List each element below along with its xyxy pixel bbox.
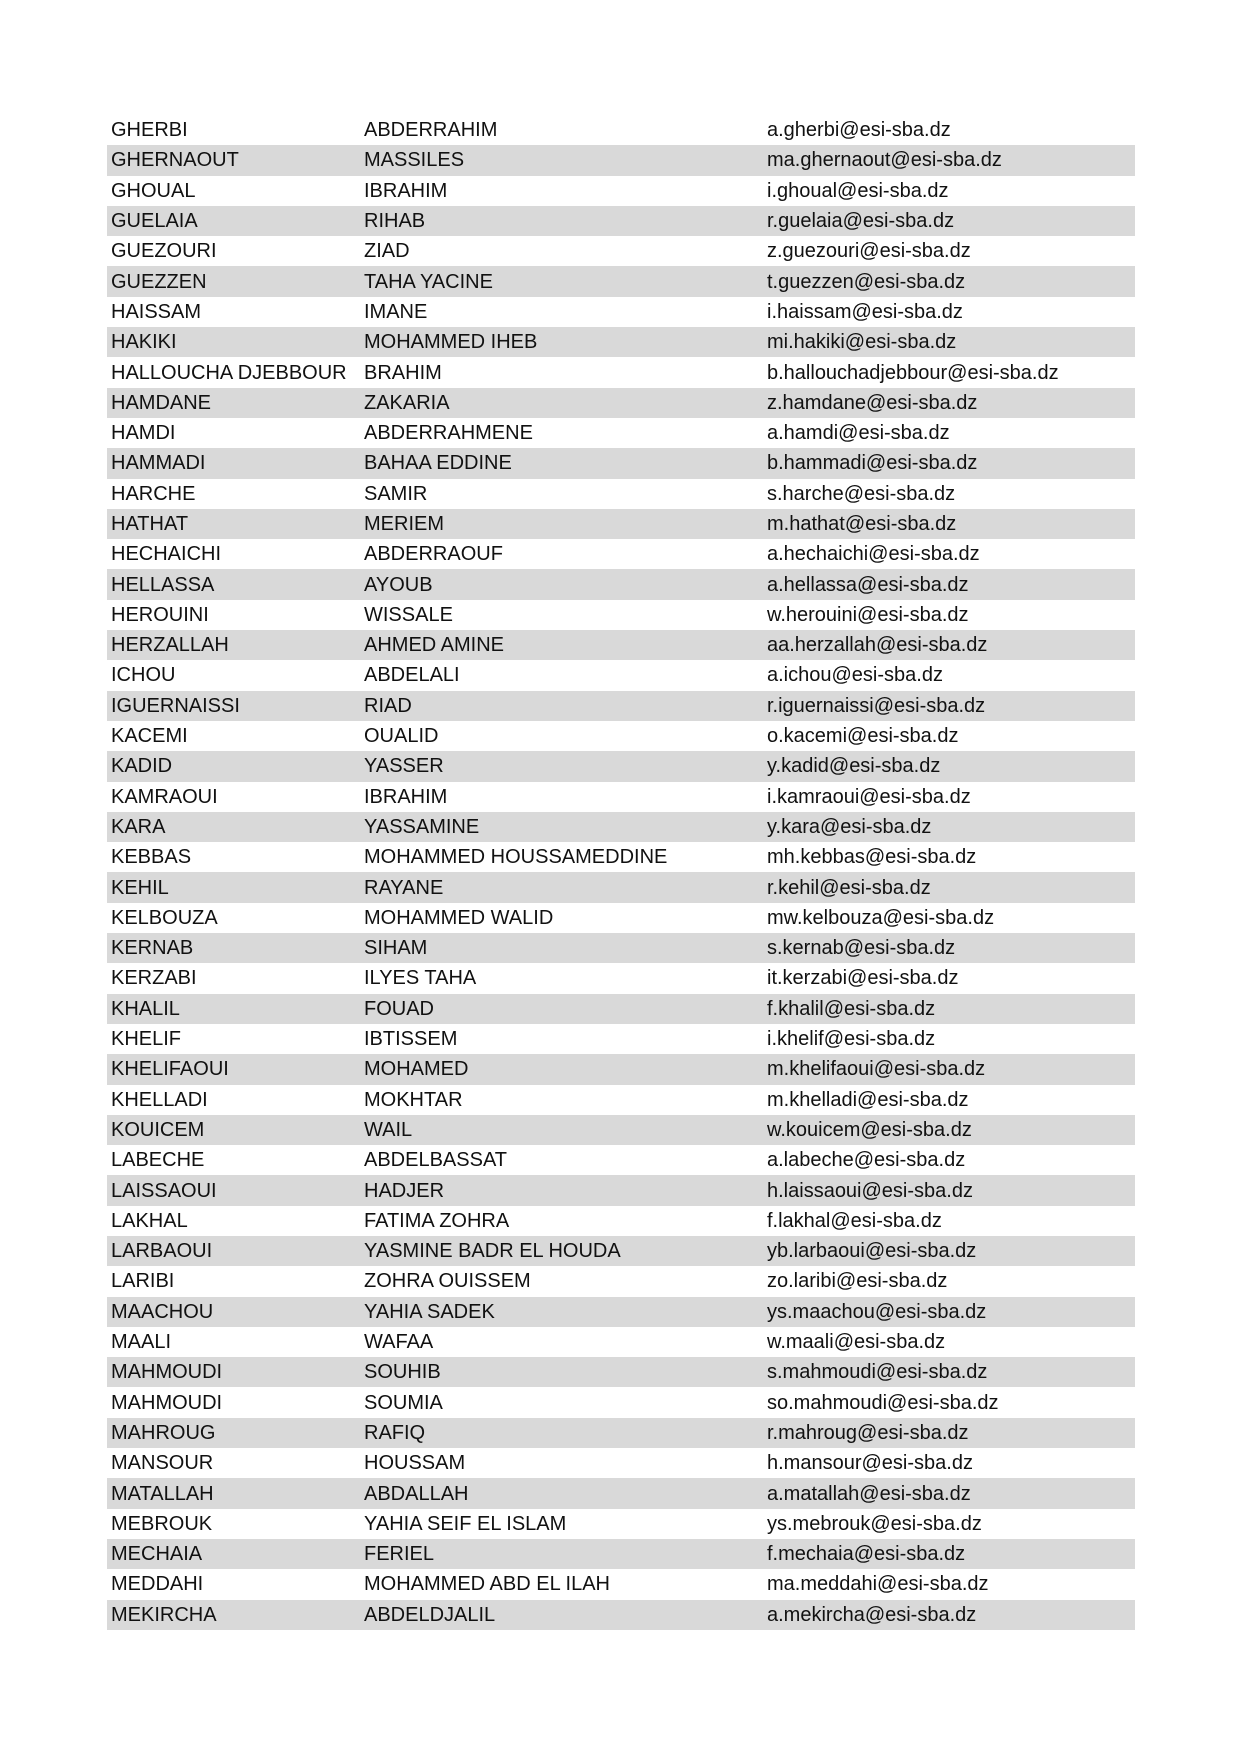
email-cell: ma.meddahi@esi-sba.dz bbox=[767, 1573, 989, 1596]
last-name-cell: HAKIKI bbox=[111, 331, 177, 354]
first-name-cell: IMANE bbox=[364, 300, 428, 323]
email-cell: i.ghoual@esi-sba.dz bbox=[767, 179, 949, 202]
email-cell: m.khelifaoui@esi-sba.dz bbox=[767, 1058, 986, 1081]
first-name-cell: TAHA YACINE bbox=[364, 270, 493, 293]
email-cell: i.kamraoui@esi-sba.dz bbox=[767, 785, 971, 808]
table-row bbox=[107, 994, 1135, 1024]
first-name-cell: MERIEM bbox=[364, 513, 444, 535]
first-name-cell: WAFAA bbox=[364, 1331, 434, 1354]
last-name-cell: MECHAIA bbox=[111, 1543, 203, 1566]
last-name-cell: GUELAIA bbox=[111, 210, 198, 233]
last-name-cell: HALLOUCHA DJEBBOUR bbox=[111, 361, 347, 384]
last-name-cell: KHELIF bbox=[111, 1028, 182, 1051]
last-name-cell: KELBOUZA bbox=[111, 906, 218, 929]
first-name-cell: AHMED AMINE bbox=[364, 634, 505, 657]
last-name-cell: GUEZZEN bbox=[111, 270, 207, 293]
last-name-cell: HERZALLAH bbox=[111, 634, 229, 657]
first-name-cell: SIHAM bbox=[364, 937, 428, 960]
email-cell: a.hechaichi@esi-sba.dz bbox=[767, 543, 980, 566]
first-name-cell: BRAHIM bbox=[364, 361, 442, 384]
email-cell: w.maali@esi-sba.dz bbox=[767, 1331, 946, 1354]
first-name-cell: ABDELBASSAT bbox=[364, 1149, 508, 1172]
email-cell: mi.hakiki@esi-sba.dz bbox=[767, 331, 957, 354]
last-name-cell: GHOUAL bbox=[111, 179, 196, 202]
first-name-cell: FATIMA ZOHRA bbox=[364, 1209, 510, 1232]
last-name-cell: KACEMI bbox=[111, 725, 188, 748]
email-cell: aa.herzallah@esi-sba.dz bbox=[767, 634, 988, 657]
email-cell: r.iguernaissi@esi-sba.dz bbox=[767, 694, 986, 717]
table-row bbox=[107, 297, 1135, 327]
table-row bbox=[107, 1357, 1135, 1387]
last-name-cell: KHELIFAOUI bbox=[111, 1058, 229, 1081]
first-name-cell: YAHIA SEIF EL ISLAM bbox=[364, 1512, 567, 1535]
table-row bbox=[107, 1600, 1135, 1630]
first-name-cell: YASSER bbox=[364, 755, 444, 778]
first-name-cell: ABDELDJALIL bbox=[364, 1603, 496, 1626]
last-name-cell: HARCHE bbox=[111, 482, 196, 505]
first-name-cell: ABDALLAH bbox=[364, 1482, 469, 1505]
table-row bbox=[107, 266, 1135, 296]
first-name-cell: WISSALE bbox=[364, 603, 453, 626]
email-cell: o.kacemi@esi-sba.dz bbox=[767, 725, 959, 748]
table-row bbox=[107, 933, 1135, 963]
last-name-cell: LARBAOUI bbox=[111, 1240, 213, 1263]
last-name-cell: KARA bbox=[111, 815, 166, 838]
first-name-cell: ABDELALI bbox=[364, 664, 460, 687]
last-name-cell: KEHIL bbox=[111, 876, 169, 899]
email-cell: ma.ghernaout@esi-sba.dz bbox=[767, 149, 1002, 172]
email-cell: y.kara@esi-sba.dz bbox=[767, 815, 932, 838]
last-name-cell: GUEZOURI bbox=[111, 240, 217, 263]
table-row bbox=[107, 600, 1135, 630]
last-name-cell: KERNAB bbox=[111, 937, 194, 960]
table-row bbox=[107, 1327, 1135, 1357]
table-row bbox=[107, 872, 1135, 902]
last-name-cell: MANSOUR bbox=[111, 1452, 214, 1475]
email-cell: a.mekircha@esi-sba.dz bbox=[767, 1603, 977, 1626]
email-cell: a.gherbi@esi-sba.dz bbox=[767, 119, 951, 142]
email-cell: h.mansour@esi-sba.dz bbox=[767, 1452, 973, 1475]
first-name-cell: FOUAD bbox=[364, 997, 434, 1020]
first-name-cell: ZAKARIA bbox=[364, 391, 450, 414]
last-name-cell: MAACHOU bbox=[111, 1300, 214, 1323]
table-row bbox=[107, 418, 1135, 448]
last-name-cell: LABECHE bbox=[111, 1149, 205, 1172]
last-name-cell: MEDDAHI bbox=[111, 1573, 204, 1596]
first-name-cell: ABDERRAHIM bbox=[364, 119, 498, 142]
first-name-cell: MASSILES bbox=[364, 149, 465, 172]
table-row bbox=[107, 479, 1135, 509]
email-cell: i.haissam@esi-sba.dz bbox=[767, 300, 963, 323]
first-name-cell: OUALID bbox=[364, 725, 439, 748]
first-name-cell: IBRAHIM bbox=[364, 179, 448, 202]
last-name-cell: MAHMOUDI bbox=[111, 1391, 223, 1414]
email-cell: s.kernab@esi-sba.dz bbox=[767, 937, 956, 960]
table-row bbox=[107, 1085, 1135, 1115]
email-cell: zo.laribi@esi-sba.dz bbox=[767, 1270, 948, 1293]
first-name-cell: ABDERRAHMENE bbox=[364, 422, 533, 445]
last-name-cell: KERZABI bbox=[111, 967, 197, 990]
table-row bbox=[107, 1418, 1135, 1448]
last-name-cell: LARIBI bbox=[111, 1270, 175, 1293]
first-name-cell: HADJER bbox=[364, 1179, 445, 1202]
table-row bbox=[107, 1145, 1135, 1175]
table-row bbox=[107, 1387, 1135, 1417]
first-name-cell: SAMIR bbox=[364, 482, 428, 505]
table-row bbox=[107, 448, 1135, 478]
email-cell: z.hamdane@esi-sba.dz bbox=[767, 391, 978, 414]
last-name-cell: HAMMADI bbox=[111, 452, 206, 475]
table-row bbox=[107, 327, 1135, 357]
first-name-cell: YAHIA SADEK bbox=[364, 1300, 495, 1323]
first-name-cell: RIHAB bbox=[364, 210, 426, 233]
table-row bbox=[107, 812, 1135, 842]
student-list-table bbox=[107, 115, 1135, 1630]
first-name-cell: RIAD bbox=[364, 694, 412, 717]
first-name-cell: YASMINE BADR EL HOUDA bbox=[364, 1240, 621, 1263]
table-row bbox=[107, 630, 1135, 660]
email-cell: f.mechaia@esi-sba.dz bbox=[767, 1543, 966, 1566]
email-cell: h.laissaoui@esi-sba.dz bbox=[767, 1179, 973, 1202]
table-row bbox=[107, 1054, 1135, 1084]
last-name-cell: LAISSAOUI bbox=[111, 1179, 217, 1202]
last-name-cell: KOUICEM bbox=[111, 1118, 205, 1141]
email-cell: mw.kelbouza@esi-sba.dz bbox=[767, 906, 995, 929]
table-row bbox=[107, 509, 1135, 539]
last-name-cell: IGUERNAISSI bbox=[111, 694, 240, 717]
table-row bbox=[107, 206, 1135, 236]
table-row bbox=[107, 357, 1135, 387]
last-name-cell: MAHMOUDI bbox=[111, 1361, 223, 1384]
last-name-cell: KAMRAOUI bbox=[111, 785, 218, 808]
first-name-cell: MOHAMMED HOUSSAMEDDINE bbox=[364, 846, 668, 869]
last-name-cell: HATHAT bbox=[111, 513, 189, 535]
first-name-cell: YASSAMINE bbox=[364, 815, 480, 838]
email-cell: b.hallouchadjebbour@esi-sba.dz bbox=[767, 361, 1059, 384]
table-row bbox=[107, 721, 1135, 751]
table-row bbox=[107, 1266, 1135, 1296]
first-name-cell: ZOHRA OUISSEM bbox=[364, 1270, 531, 1293]
email-cell: m.khelladi@esi-sba.dz bbox=[767, 1088, 969, 1111]
email-cell: i.khelif@esi-sba.dz bbox=[767, 1028, 936, 1051]
last-name-cell: MAALI bbox=[111, 1331, 172, 1354]
last-name-cell: MEKIRCHA bbox=[111, 1603, 217, 1626]
table-row bbox=[107, 782, 1135, 812]
table-row bbox=[107, 569, 1135, 599]
email-cell: r.kehil@esi-sba.dz bbox=[767, 876, 931, 899]
first-name-cell: AYOUB bbox=[364, 573, 433, 596]
table-row bbox=[107, 660, 1135, 690]
first-name-cell: SOUHIB bbox=[364, 1361, 441, 1384]
last-name-cell: LAKHAL bbox=[111, 1209, 188, 1232]
table-row bbox=[107, 1175, 1135, 1205]
table-row bbox=[107, 1448, 1135, 1478]
last-name-cell: KEBBAS bbox=[111, 846, 192, 869]
last-name-cell: HAMDI bbox=[111, 422, 176, 445]
table-row bbox=[107, 388, 1135, 418]
table-row bbox=[107, 1509, 1135, 1539]
last-name-cell: KHALIL bbox=[111, 997, 180, 1020]
last-name-cell: MEBROUK bbox=[111, 1512, 213, 1535]
email-cell: it.kerzabi@esi-sba.dz bbox=[767, 967, 959, 990]
table-row bbox=[107, 1569, 1135, 1599]
email-cell: f.lakhal@esi-sba.dz bbox=[767, 1209, 942, 1232]
email-cell: s.harche@esi-sba.dz bbox=[767, 482, 956, 505]
email-cell: w.herouini@esi-sba.dz bbox=[767, 603, 969, 626]
email-cell: a.hellassa@esi-sba.dz bbox=[767, 573, 969, 596]
email-cell: r.mahroug@esi-sba.dz bbox=[767, 1421, 969, 1444]
first-name-cell: RAYANE bbox=[364, 876, 444, 899]
first-name-cell: IBRAHIM bbox=[364, 785, 448, 808]
first-name-cell: HOUSSAM bbox=[364, 1452, 466, 1475]
first-name-cell: ABDERRAOUF bbox=[364, 543, 503, 566]
last-name-cell: MATALLAH bbox=[111, 1482, 214, 1505]
table-row bbox=[107, 751, 1135, 781]
last-name-cell: HELLASSA bbox=[111, 573, 215, 596]
table-row bbox=[107, 115, 1135, 145]
email-cell: mh.kebbas@esi-sba.dz bbox=[767, 846, 977, 869]
table-row bbox=[107, 145, 1135, 175]
first-name-cell: WAIL bbox=[364, 1118, 413, 1141]
last-name-cell: HEROUINI bbox=[111, 603, 209, 626]
first-name-cell: MOKHTAR bbox=[364, 1088, 463, 1111]
last-name-cell: MAHROUG bbox=[111, 1421, 216, 1444]
email-cell: a.matallah@esi-sba.dz bbox=[767, 1482, 971, 1505]
first-name-cell: MOHAMED bbox=[364, 1058, 469, 1081]
table-row bbox=[107, 691, 1135, 721]
table-row bbox=[107, 1539, 1135, 1569]
last-name-cell: KADID bbox=[111, 755, 173, 778]
last-name-cell: GHERNAOUT bbox=[111, 149, 239, 172]
email-cell: r.guelaia@esi-sba.dz bbox=[767, 210, 955, 233]
table-row bbox=[107, 539, 1135, 569]
first-name-cell: MOHAMMED IHEB bbox=[364, 331, 538, 354]
email-cell: a.ichou@esi-sba.dz bbox=[767, 664, 943, 687]
table-row bbox=[107, 842, 1135, 872]
last-name-cell: ICHOU bbox=[111, 664, 176, 687]
table-row bbox=[107, 1206, 1135, 1236]
email-cell: m.hathat@esi-sba.dz bbox=[767, 513, 957, 535]
first-name-cell: MOHAMMED ABD EL ILAH bbox=[364, 1573, 610, 1596]
table-row bbox=[107, 1115, 1135, 1145]
first-name-cell: BAHAA EDDINE bbox=[364, 452, 512, 475]
table-row bbox=[107, 1478, 1135, 1508]
first-name-cell: ZIAD bbox=[364, 240, 410, 263]
first-name-cell: SOUMIA bbox=[364, 1391, 443, 1414]
email-cell: s.mahmoudi@esi-sba.dz bbox=[767, 1361, 988, 1384]
email-cell: z.guezouri@esi-sba.dz bbox=[767, 240, 971, 263]
email-cell: a.labeche@esi-sba.dz bbox=[767, 1149, 966, 1172]
email-cell: b.hammadi@esi-sba.dz bbox=[767, 452, 978, 475]
first-name-cell: FERIEL bbox=[364, 1543, 435, 1566]
last-name-cell: HAMDANE bbox=[111, 391, 212, 414]
table-row bbox=[107, 903, 1135, 933]
email-cell: y.kadid@esi-sba.dz bbox=[767, 755, 941, 778]
email-cell: w.kouicem@esi-sba.dz bbox=[767, 1118, 972, 1141]
last-name-cell: GHERBI bbox=[111, 119, 188, 142]
email-cell: ys.maachou@esi-sba.dz bbox=[767, 1300, 987, 1323]
first-name-cell: RAFIQ bbox=[364, 1421, 426, 1444]
table-row bbox=[107, 1236, 1135, 1266]
email-cell: a.hamdi@esi-sba.dz bbox=[767, 422, 950, 445]
first-name-cell: MOHAMMED WALID bbox=[364, 906, 554, 929]
email-cell: yb.larbaoui@esi-sba.dz bbox=[767, 1240, 977, 1263]
table-row bbox=[107, 1024, 1135, 1054]
email-cell: t.guezzen@esi-sba.dz bbox=[767, 270, 966, 293]
last-name-cell: HECHAICHI bbox=[111, 543, 222, 566]
first-name-cell: ILYES TAHA bbox=[364, 967, 477, 990]
email-cell: so.mahmoudi@esi-sba.dz bbox=[767, 1391, 999, 1414]
email-cell: ys.mebrouk@esi-sba.dz bbox=[767, 1512, 982, 1535]
table-row bbox=[107, 1297, 1135, 1327]
table-row bbox=[107, 176, 1135, 206]
table-row bbox=[107, 236, 1135, 266]
first-name-cell: IBTISSEM bbox=[364, 1028, 458, 1051]
table-row bbox=[107, 963, 1135, 993]
last-name-cell: KHELLADI bbox=[111, 1088, 208, 1111]
email-cell: f.khalil@esi-sba.dz bbox=[767, 997, 936, 1020]
last-name-cell: HAISSAM bbox=[111, 300, 202, 323]
